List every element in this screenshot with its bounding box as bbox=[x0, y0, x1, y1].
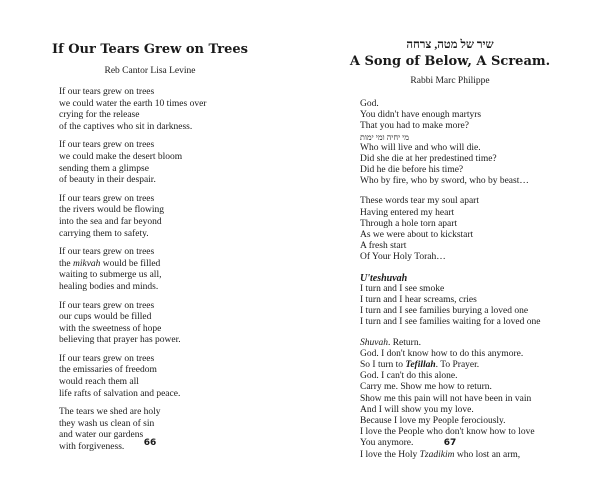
hebrew-title: שיר של מטה, צרחה bbox=[406, 39, 494, 51]
stanza bbox=[59, 354, 206, 400]
poem-line: If our tears grew on trees bbox=[59, 353, 155, 364]
poem-line: If our tears grew on trees bbox=[59, 87, 155, 97]
poem-line: If our tears grew on trees bbox=[59, 247, 155, 258]
poem-line: Through a hole torn apart bbox=[360, 218, 458, 229]
poem-line: God. I can't do this alone. bbox=[360, 371, 458, 382]
poem-line: That you had to make more? bbox=[360, 121, 469, 132]
poem-line bbox=[360, 338, 540, 349]
poem-line: into the sea and far beyond bbox=[59, 216, 162, 227]
poem-line: Did she die at her predestined time? bbox=[360, 153, 497, 164]
tefillah-prefix: So I turn to bbox=[360, 360, 406, 371]
poem-line: would reach them all bbox=[59, 377, 139, 388]
right-page bbox=[300, 0, 600, 480]
poem-line: Because I love my People ferociously. bbox=[360, 416, 506, 427]
right-poem-author: Rabbi Marc Philippe bbox=[410, 76, 490, 86]
poem-line: carrying them to safety. bbox=[59, 228, 149, 239]
poem-line: I love the People who don't know how to love bbox=[360, 427, 535, 438]
right-poem-body bbox=[360, 99, 540, 468]
poem-line: If our tears grew on trees bbox=[59, 300, 155, 311]
poem-line: I turn and I see families waiting for a loved one bbox=[360, 317, 541, 328]
page-number-left: 66 bbox=[143, 438, 157, 448]
poem-line: Having entered my heart bbox=[360, 207, 455, 218]
poem-line: I turn and I hear screams, cries bbox=[360, 295, 477, 306]
poem-line: waiting to submerge us all, bbox=[59, 270, 162, 281]
poem-line: You didn't have enough martyrs bbox=[360, 110, 482, 121]
shuvah-word: Shuvah bbox=[360, 337, 388, 348]
poem-line: I turn and I see smoke bbox=[360, 283, 445, 294]
poem-line: God. bbox=[360, 99, 379, 109]
poem-line: with forgiveness. bbox=[59, 442, 125, 453]
left-poem-author: Reb Cantor Lisa Levine bbox=[104, 66, 196, 76]
poem-line: I turn and I see families burying a loved one bbox=[360, 306, 529, 317]
tzadikim-prefix: I love the Holy bbox=[360, 449, 420, 460]
stanza bbox=[59, 87, 206, 133]
poem-line: sending them a glimpse bbox=[59, 163, 149, 174]
poem-line bbox=[360, 450, 540, 461]
poem-line: they wash us clean of sin bbox=[59, 418, 155, 429]
poem-line: Did he die before his time? bbox=[360, 165, 464, 176]
poem-line: These words tear my soul apart bbox=[360, 196, 479, 207]
poem-line: Carry me. Show me how to return. bbox=[360, 382, 492, 393]
poem-line: healing bodies and minds. bbox=[59, 281, 159, 292]
poem-line: and water our gardens bbox=[59, 430, 144, 441]
tefillah-suffix: . To Prayer. bbox=[435, 360, 480, 371]
stanza bbox=[360, 196, 540, 263]
poem-line: with the sweetness of hope bbox=[59, 323, 162, 334]
stanza bbox=[59, 301, 206, 347]
left-poem-title: If Our Tears Grew on Trees bbox=[52, 42, 248, 57]
tefillah-word: Tefillah bbox=[405, 360, 436, 371]
poem-line: believing that prayer has power. bbox=[59, 335, 181, 346]
stanza bbox=[59, 194, 206, 240]
stanza bbox=[59, 140, 206, 186]
left-poem-body bbox=[59, 87, 206, 461]
poem-line: And I will show you my love. bbox=[360, 404, 474, 415]
poem-line: the emissaries of freedom bbox=[59, 365, 157, 376]
poem-line: life rafts of salvation and peace. bbox=[59, 388, 181, 399]
stanza bbox=[360, 273, 540, 329]
hebrew-line: מי יחיה ומי ימות bbox=[360, 132, 410, 142]
poem-line: If our tears grew on trees bbox=[59, 140, 155, 151]
poem-line: Who by fire, who by sword, who by beast… bbox=[360, 176, 529, 187]
poem-line: As we were about to kickstart bbox=[360, 230, 474, 241]
poem-line: crying for the release bbox=[59, 110, 140, 121]
poem-line: If our tears grew on trees bbox=[59, 193, 155, 204]
poem-line: Show me this pain will not have been in vain bbox=[360, 393, 532, 404]
poem-line: the mikvah would be filled bbox=[59, 258, 161, 269]
poem-line: God. I don't know how to do this anymore. bbox=[360, 348, 524, 359]
poem-line: You anymore. bbox=[360, 438, 414, 449]
poem-line: our cups would be filled bbox=[59, 312, 152, 323]
poem-line bbox=[360, 360, 540, 371]
poem-line: The tears we shed are holy bbox=[59, 407, 161, 418]
poem-line: we could water the earth 10 times over bbox=[59, 98, 207, 109]
poem-line: the rivers would be flowing bbox=[59, 205, 165, 216]
section-heading: U'teshuvah bbox=[360, 272, 408, 284]
tzadikim-suffix: who lost an arm, bbox=[454, 449, 521, 460]
poem-line: Of Your Holy Torah… bbox=[360, 252, 446, 263]
right-poem-title: A Song of Below, A Scream. bbox=[349, 54, 551, 69]
poem-line: Who will live and who will die. bbox=[360, 142, 481, 153]
poem-line: of the captives who sit in darkness. bbox=[59, 121, 193, 132]
stanza bbox=[59, 247, 206, 293]
poem-line: of beauty in their despair. bbox=[59, 175, 156, 186]
page-number-right: 67 bbox=[443, 438, 457, 448]
poem-line: we could make the desert bloom bbox=[59, 151, 183, 162]
stanza bbox=[360, 99, 540, 187]
tzadikim-word: Tzadikim bbox=[419, 449, 455, 460]
shuvah-rest: . Return. bbox=[387, 337, 421, 348]
poem-line: A fresh start bbox=[360, 241, 407, 252]
